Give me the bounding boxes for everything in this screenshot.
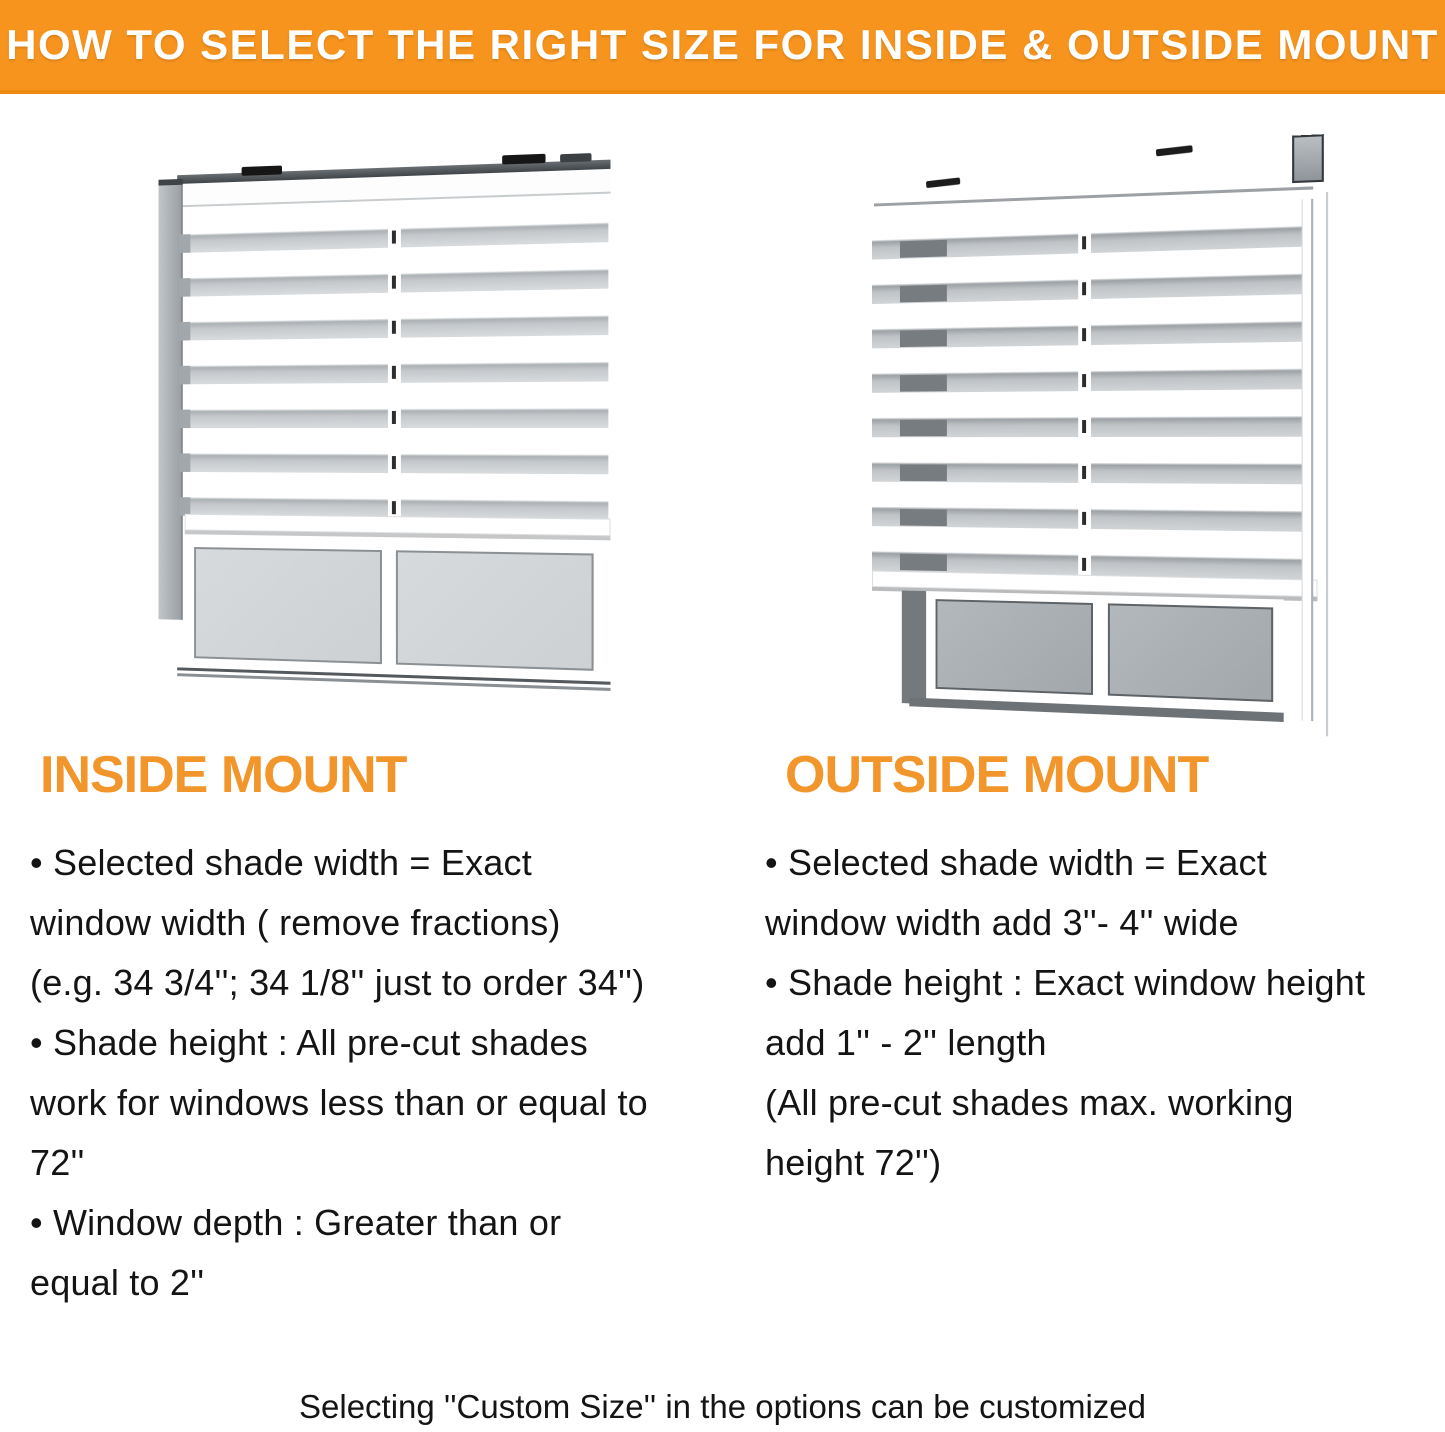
inside-mount-section: [30, 745, 720, 1313]
glass-pane-left: [194, 547, 381, 664]
shade-center-dashes: [1082, 207, 1086, 575]
mount-bracket-icon: [502, 154, 545, 165]
instruction-line: work for windows less than or equal to: [30, 1082, 648, 1123]
instruction-line: window width add 3''- 4'' wide: [765, 902, 1239, 943]
custom-size-note: Selecting ''Custom Size'' in the options can be customized: [299, 1388, 1146, 1425]
mount-bracket-icon: [560, 153, 591, 162]
instruction-line: equal to 2'': [30, 1262, 205, 1303]
instruction-line: • Window depth : Greater than or: [30, 1202, 562, 1243]
instruction-line: window width ( remove fractions): [30, 902, 561, 943]
title-banner: [0, 0, 1445, 94]
window-glass: [183, 539, 604, 681]
window-jamb-cap: [158, 179, 182, 186]
shade-bottom-rail: [185, 514, 611, 536]
zebra-shade: [872, 199, 1311, 580]
shade-left-notches: [179, 209, 190, 516]
zebra-shade: [190, 196, 608, 521]
shade-far-edge-line: [1326, 192, 1328, 736]
instruction-line: • Selected shade width = Exact: [30, 842, 532, 883]
wall-bracket-icon: [1156, 145, 1193, 156]
shade-side-edge: [1302, 199, 1314, 721]
outside-mount-window: [872, 134, 1330, 756]
instruction-line: • Shade height : Exact window height: [765, 962, 1366, 1003]
instruction-line: • Shade height : All pre-cut shades: [30, 1022, 588, 1063]
inside-mount-window: [158, 149, 610, 714]
glass-pane-left: [936, 599, 1093, 695]
wall-bracket-icon: [926, 177, 960, 188]
outside-mount-heading: OUTSIDE MOUNT: [785, 746, 1209, 804]
instruction-line: (e.g. 34 3/4''; 34 1/8'' just to order 34''): [30, 962, 645, 1003]
inside-mount-heading: INSIDE MOUNT: [40, 746, 407, 804]
glass-pane-right: [1107, 603, 1273, 702]
instruction-line: add 1'' - 2'' length: [765, 1022, 1047, 1063]
instruction-line: 72'': [30, 1142, 85, 1183]
corner-bracket: [1292, 134, 1324, 183]
inside-mount-illustration: [150, 158, 605, 706]
instruction-line: height 72''): [765, 1142, 942, 1183]
page-title: HOW TO SELECT THE RIGHT SIZE FOR INSIDE & OUTSIDE MOUNT: [6, 21, 1439, 68]
shade-center-dashes: [391, 202, 395, 518]
outside-mount-section: [765, 745, 1425, 1193]
window-glass: [926, 591, 1284, 713]
instruction-line: • Selected shade width = Exact: [765, 842, 1267, 883]
window-left-jamb: [902, 591, 926, 705]
mount-bracket-icon: [242, 166, 282, 176]
glass-pane-right: [395, 550, 593, 671]
outside-mount-illustration: [862, 145, 1324, 745]
window-frame-behind-shade: [900, 212, 947, 572]
instruction-line: (All pre-cut shades max. working: [765, 1082, 1294, 1123]
